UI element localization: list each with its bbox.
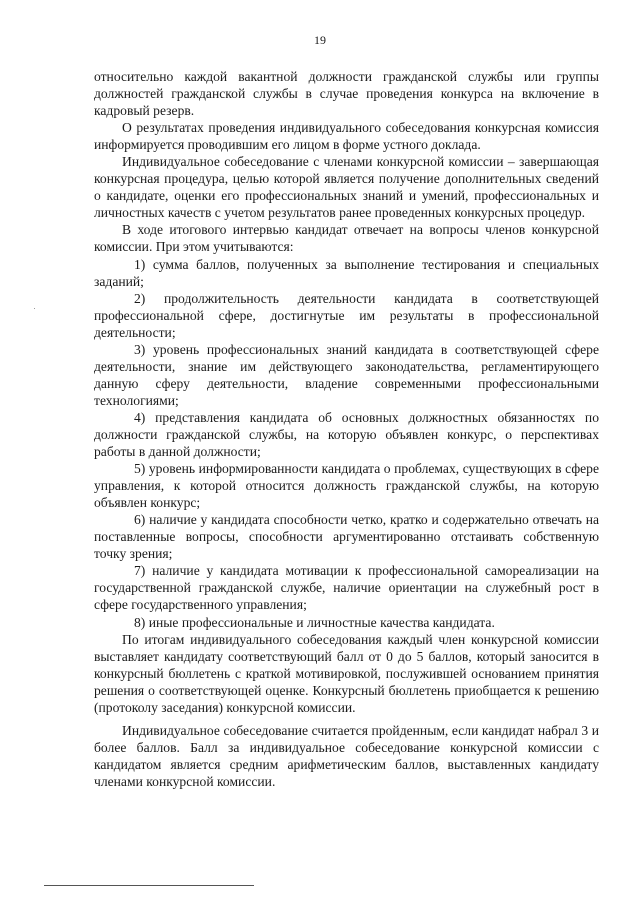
paragraph-passing-score: Индивидуальное собеседование считается пройденным, если кандидат набрал 3 и более баллов. Балл за индивидуальное собеседование конкурсной комиссии с кандидатом является средним арифметическим баллов, выставленных кандидату членами конкурсной комиссии.	[94, 722, 599, 789]
list-item-1: 1) сумма баллов, полученных за выполнение тестирования и специальных заданий;	[94, 256, 599, 289]
footer-rule	[44, 885, 254, 886]
paragraph-final-interview: В ходе итогового интервью кандидат отвечает на вопросы членов конкурсной комиссии. При этом учитываются:	[94, 222, 599, 255]
paragraph-interview-definition: Индивидуальное собеседование с членами конкурсной комиссии – завершающая конкурсная процедура, целью которой является получение дополнительных сведений о кандидате, оценки его профессиональных знаний и умений, профессиональных и личностных качеств с учетом результатов ранее проведенных конкурсных процедур.	[94, 154, 599, 221]
paragraph-continuation: относительно каждой вакантной должности гражданской службы или группы должностей гражданской службы в случае проведения конкурса на включение в кадровый резерв.	[94, 69, 599, 119]
list-item-4: 4) представления кандидата об основных должностных обязанностях по должности гражданской службы, на которую объявлен конкурс, о перспективах работы в данной должности;	[94, 409, 599, 460]
paragraph-scoring: По итогам индивидуального собеседования каждый член конкурсной комиссии выставляет кандидату соответствующий балл от 0 до 5 баллов, который заносится в конкурсный бюллетень с краткой мотивировкой, послужившей основанием принятия решения о соответствующей оценке. Конкурсный бюллетень приобщается к решению (протоколу заседания) конкурсной комиссии.	[94, 631, 599, 715]
list-item-2: 2) продолжительность деятельности кандидата в соответствующей профессиональной сфере, достигнутые им результаты в профессиональной деятельности;	[94, 290, 599, 340]
document-body	[94, 68, 599, 790]
page-number: 19	[314, 33, 326, 47]
list-item-8: 8) иные профессиональные и личностные качества кандидата.	[134, 614, 495, 630]
list-item-7: 7) наличие у кандидата мотивации к профессиональной самореализации на государственной гражданской службе, наличие ориентации на служебный рост в сфере государственного управления;	[94, 563, 599, 613]
list-item-5: 5) уровень информированности кандидата о проблемах, существующих в сфере управления, к которой относится должность гражданской службы, на которую объявлен конкурс;	[94, 461, 599, 511]
paragraph-report: О результатах проведения индивидуального собеседования конкурсная комиссия информируется проводившим его лицом в форме устного доклада.	[94, 120, 599, 153]
list-item-6: 6) наличие у кандидата способности четко, кратко и содержательно отвечать на поставленные вопросы, способности аргументированно отстаивать собственную точку зрения;	[94, 512, 599, 562]
list-item-3: 3) уровень профессиональных знаний кандидата в соответствующей сфере деятельности, знание им действующего законодательства, регламентирующего данную сферу деятельности, владение современными профессиональными технологиями;	[94, 341, 599, 408]
scan-speck	[34, 308, 35, 309]
